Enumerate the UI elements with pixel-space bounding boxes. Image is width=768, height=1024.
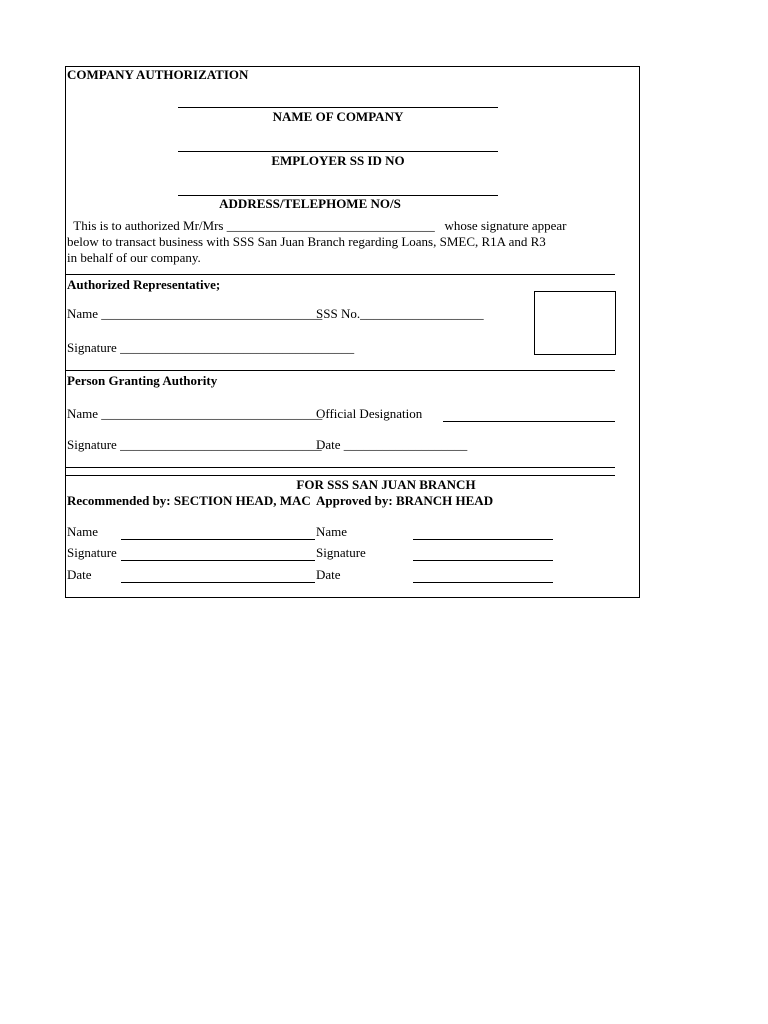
- approver-signature-label: Signature: [316, 545, 366, 560]
- recommender-signature-label: Signature: [67, 545, 117, 560]
- company-authorization-form: [65, 66, 640, 598]
- rep-name-field[interactable]: Name __________________________________: [67, 306, 323, 321]
- recommended-by-label: Recommended by: SECTION HEAD, MAC: [67, 493, 311, 508]
- section-divider: [66, 467, 615, 468]
- authorization-text-line2: below to transact business with SSS San Juan Branch regarding Loans, SMEC, R1A and R3: [67, 234, 546, 249]
- employer-ss-id-label: EMPLOYER SS ID NO: [271, 153, 405, 168]
- approver-signature-line[interactable]: [413, 560, 553, 561]
- approver-name-line[interactable]: [413, 539, 553, 540]
- recommender-date-line[interactable]: [121, 582, 315, 583]
- address-telephone-label: ADDRESS/TELEPHOME NO/S: [219, 196, 401, 211]
- granting-signature-field[interactable]: Signature _______________________________: [67, 437, 322, 452]
- official-designation-label: Official Designation: [316, 406, 423, 421]
- official-designation-line[interactable]: [443, 421, 615, 422]
- form-title: COMPANY AUTHORIZATION: [67, 67, 249, 82]
- approved-by-label: Approved by: BRANCH HEAD: [316, 493, 494, 508]
- granting-name-field[interactable]: Name __________________________________: [67, 406, 323, 421]
- section-divider: [66, 370, 615, 371]
- recommender-date-label: Date: [67, 567, 92, 582]
- rep-sss-no-field[interactable]: SSS No.___________________: [316, 306, 484, 321]
- sss-branch-heading: FOR SSS SAN JUAN BRANCH: [296, 477, 476, 492]
- approver-name-label: Name: [316, 524, 348, 539]
- granting-date-field[interactable]: Date ___________________: [316, 437, 468, 452]
- section-divider: [66, 475, 615, 476]
- authorized-representative-heading: Authorized Representative;: [67, 277, 221, 292]
- recommender-name-label: Name: [67, 524, 99, 539]
- authorization-text-line3: in behalf of our company.: [67, 250, 201, 265]
- employer-ss-id-line[interactable]: [178, 151, 498, 152]
- person-granting-heading: Person Granting Authority: [67, 373, 218, 388]
- rep-signature-field[interactable]: Signature ____________________________________: [67, 340, 355, 355]
- company-name-line[interactable]: [178, 107, 498, 108]
- recommender-signature-line[interactable]: [121, 560, 315, 561]
- authorization-text-line1: This is to authorized Mr/Mrs ________________________________ whose signature appear: [67, 218, 567, 233]
- approver-date-label: Date: [316, 567, 341, 582]
- photo-box: [534, 291, 616, 355]
- section-divider: [66, 274, 615, 275]
- recommender-name-line[interactable]: [121, 539, 315, 540]
- name-of-company-label: NAME OF COMPANY: [272, 109, 404, 124]
- approver-date-line[interactable]: [413, 582, 553, 583]
